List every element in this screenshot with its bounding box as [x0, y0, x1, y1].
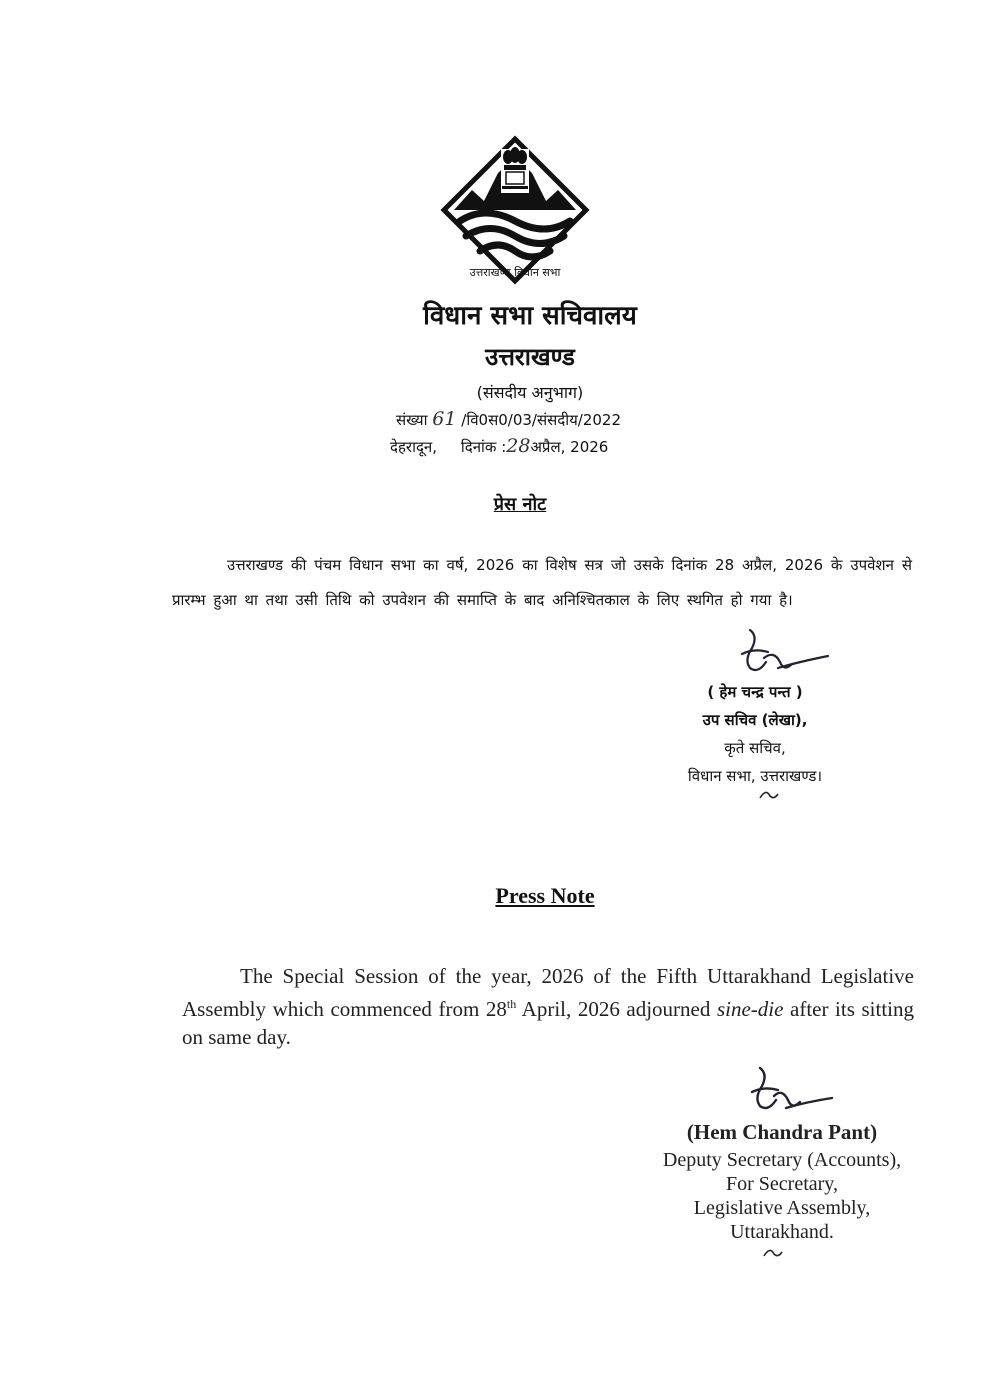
date-day-handwritten: 28 — [506, 435, 531, 457]
date-label: दिनांक : — [460, 438, 507, 456]
english-signatory-designation: Deputy Secretary (Accounts), — [662, 1149, 902, 1171]
english-body-part3: after its sitting on same day. — [182, 997, 914, 1049]
english-body-italic: sine-die — [716, 997, 784, 1021]
english-body-sup: th — [506, 997, 517, 1011]
section-name: (संसदीय अनुभाग) — [476, 383, 584, 402]
logo-caption: उत्तराखण्ड विधान सभा — [469, 266, 561, 279]
uttarakhand-assembly-emblem-icon — [440, 135, 590, 285]
english-signatory-office: Legislative Assembly, — [693, 1197, 871, 1219]
state-title: उत्तराखण्ड — [485, 343, 575, 371]
ref-number-handwritten: 61 — [432, 408, 457, 430]
english-signatory-for: For Secretary, — [726, 1173, 838, 1195]
english-signatory-state: Uttarakhand. — [730, 1221, 834, 1243]
english-body-part1: The Special Session of the year, 2026 of the Fifth Uttarakhand Legislative Assembly which commenced from 28 — [182, 964, 914, 1021]
hindi-signatory-for: कृते सचिव, — [724, 739, 786, 757]
hindi-signatory-office: विधान सभा, उत्तराखण्ड। — [687, 767, 823, 785]
signature-english-icon — [740, 1062, 840, 1128]
hindi-signatory-designation: उप सचिव (लेखा), — [702, 711, 808, 729]
office-title: विधान सभा सचिवालय — [423, 301, 637, 331]
ref-label: संख्या — [396, 411, 428, 429]
hindi-press-note-body: उत्तराखण्ड की पंचम विधान सभा का वर्ष, 2026 का विशेष सत्र जो उसके दिनांक 28 अप्रैल, 2026 के उपवेशन से प्रारम्भ हुआ था तथा उसी तिथि को उपवेशन की समाप्ति के बाद अनिश्चितकाल के लिए स्थगित हो गया है। — [172, 556, 912, 609]
english-body-part2: April, 2026 adjourned — [516, 997, 717, 1021]
english-signatory-block — [632, 1120, 932, 1244]
english-press-note-heading: Press Note — [495, 883, 595, 908]
hindi-press-note-heading: प्रेस नोट — [493, 494, 547, 515]
hindi-signatory-block — [660, 678, 850, 790]
initial-mark-icon — [760, 1244, 784, 1260]
date-rest: अप्रैल, 2026 — [530, 438, 609, 456]
place: देहरादून, — [390, 438, 438, 456]
english-press-note-body — [182, 962, 914, 1051]
place-date-line — [390, 435, 608, 457]
hindi-signatory-name: ( हेम चन्द्र पन्त ) — [707, 683, 803, 701]
english-signatory-name: (Hem Chandra Pant) — [686, 1120, 878, 1144]
ref-suffix: /वि0स0/03/संसदीय/2022 — [461, 411, 622, 429]
initial-mark-icon — [756, 786, 780, 802]
reference-number — [396, 408, 621, 430]
